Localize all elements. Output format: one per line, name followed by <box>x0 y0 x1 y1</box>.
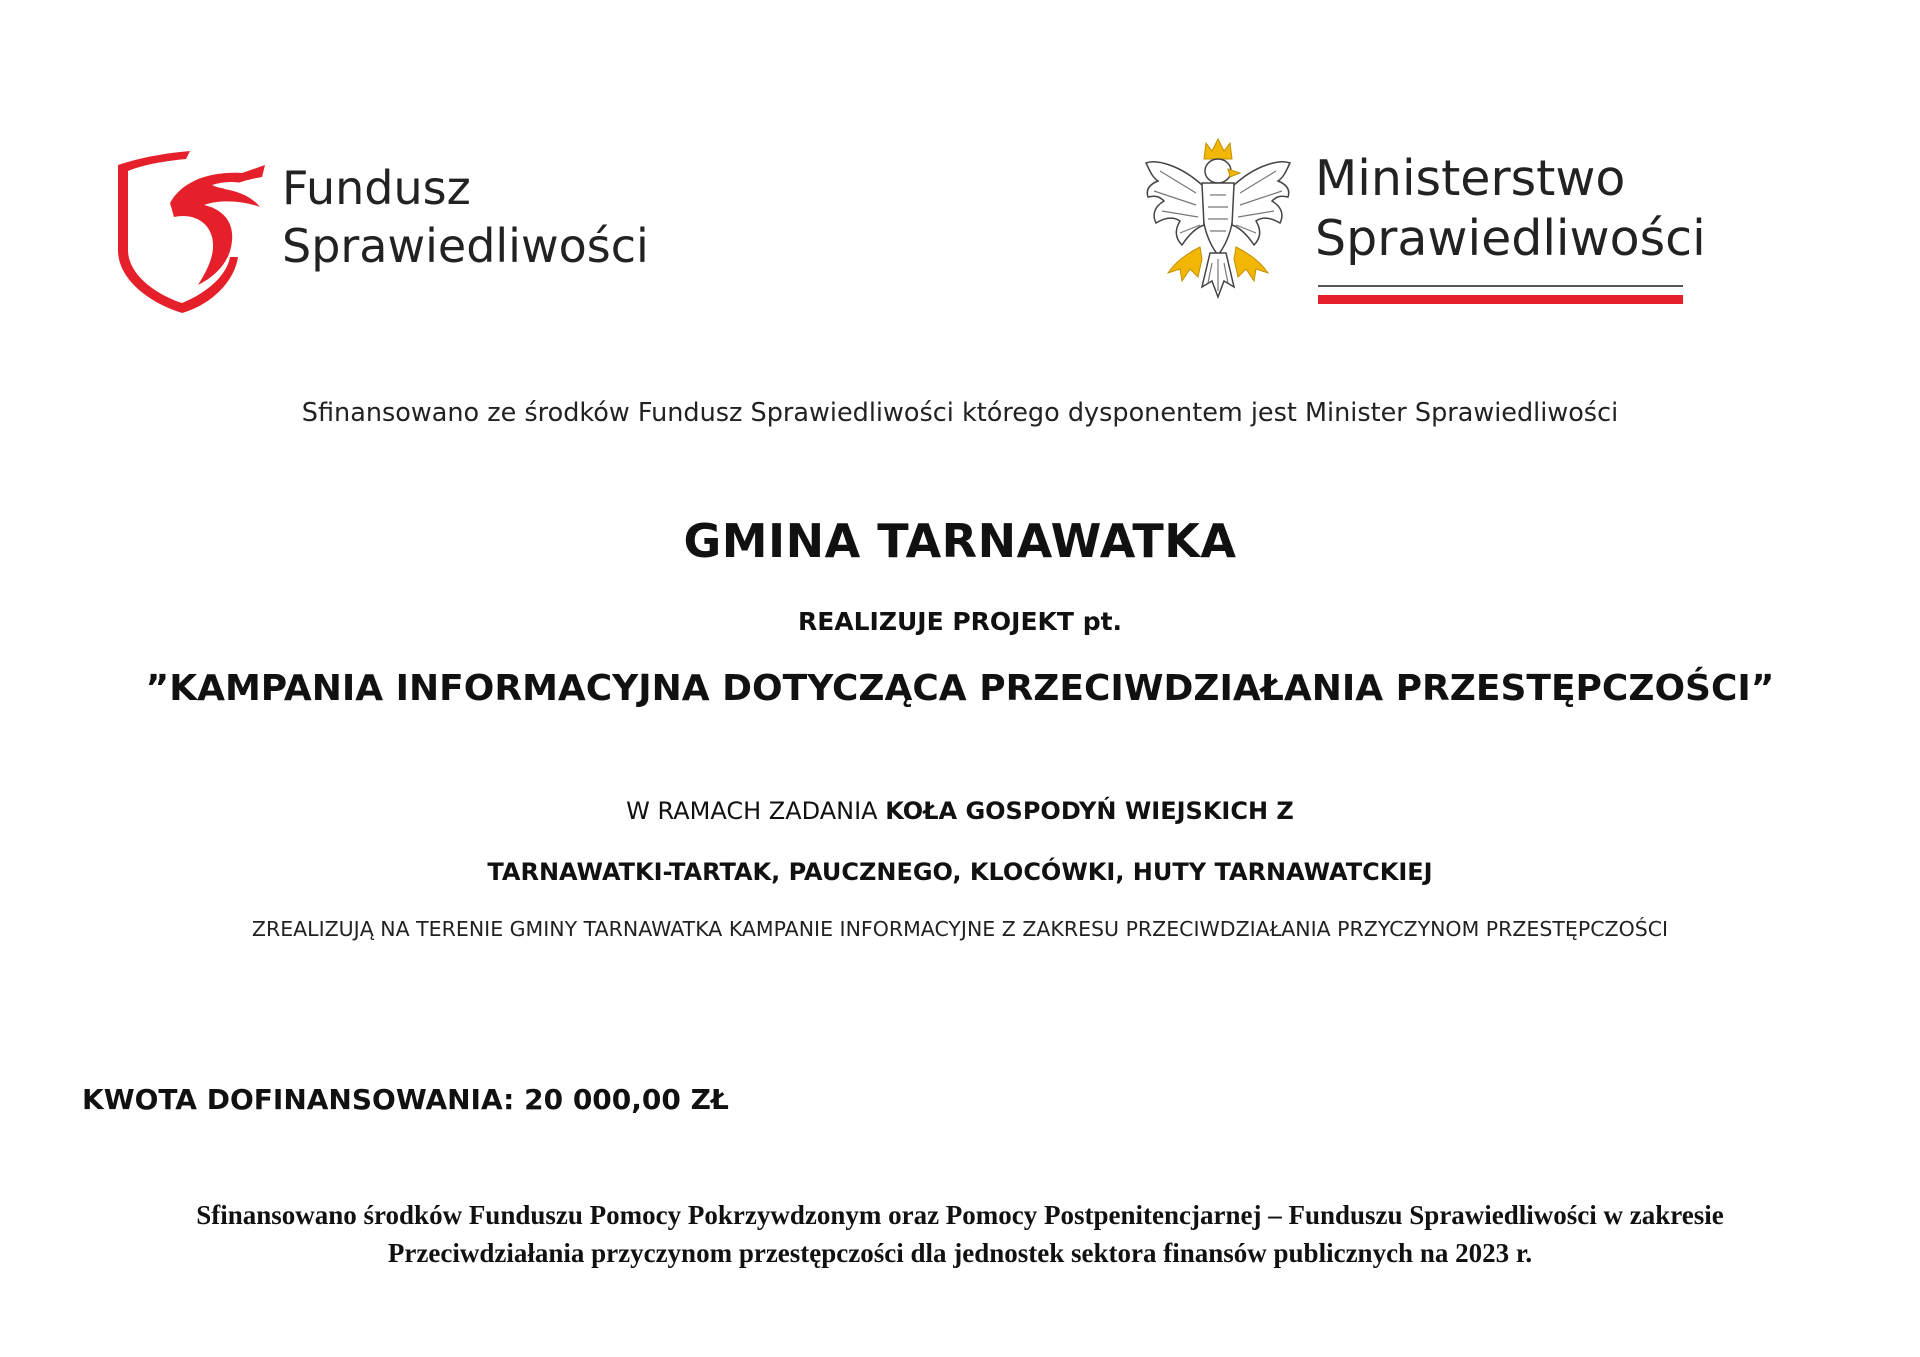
project-title: ”KAMPANIA INFORMACYJNA DOTYCZĄCA PRZECIWDZIAŁANIA PRZESTĘPCZOŚCI” <box>145 668 1775 709</box>
ministerstwo-sprawiedliwosci-logo <box>1140 135 1706 315</box>
task-prefix: W RAMACH ZADANIA <box>626 797 886 825</box>
task-line <box>0 797 1920 825</box>
ministerstwo-logo-line2: Sprawiedliwości <box>1315 210 1706 267</box>
fundusz-logo-line2: Sprawiedliwości <box>282 219 649 273</box>
footer-note <box>0 1196 1920 1272</box>
fundusz-logo-line1: Fundusz <box>282 161 471 215</box>
financing-note: Sfinansowano ze środków Fundusz Sprawiedliwości którego dysponentem jest Minister Sprawiedliwości <box>301 398 1619 428</box>
realizes-project-label: REALIZUJE PROJEKT pt. <box>797 607 1123 636</box>
organization-title: GMINA TARNAWATKA <box>683 514 1237 568</box>
footer-line2: Przeciwdziałania przyczynom przestępczości dla jednostek sektora finansów publicznych na 2023 r. <box>387 1238 1533 1268</box>
eagle-shield-icon <box>112 145 272 315</box>
task-villages: TARNAWATKI-TARTAK, PAUCZNEGO, KLOCÓWKI, HUTY TARNAWATCKIEJ <box>487 858 1433 886</box>
funding-amount: KWOTA DOFINANSOWANIA: 20 000,00 ZŁ <box>82 1083 729 1116</box>
fundusz-sprawiedliwosci-logo <box>112 145 672 315</box>
polish-eagle-emblem-icon <box>1140 135 1305 310</box>
task-bold-part: KOŁA GOSPODYŃ WIEJSKICH Z <box>885 797 1294 825</box>
footer-line1: Sfinansowano środków Funduszu Pomocy Pokrzywdzonym oraz Pomocy Postpenitencjarnej – Funduszu Sprawiedliwości w zakresie <box>196 1200 1724 1230</box>
logo-divider-thin <box>1318 285 1683 287</box>
task-description: ZREALIZUJĄ NA TERENIE GMINY TARNAWATKA KAMPANIE INFORMACYJNE Z ZAKRESU PRZECIWDZIAŁANIA PRZYCZYNOM PRZESTĘPCZOŚCI <box>251 917 1669 941</box>
ministerstwo-logo-line1: Ministerstwo <box>1315 150 1626 207</box>
logo-divider-red <box>1318 295 1683 304</box>
